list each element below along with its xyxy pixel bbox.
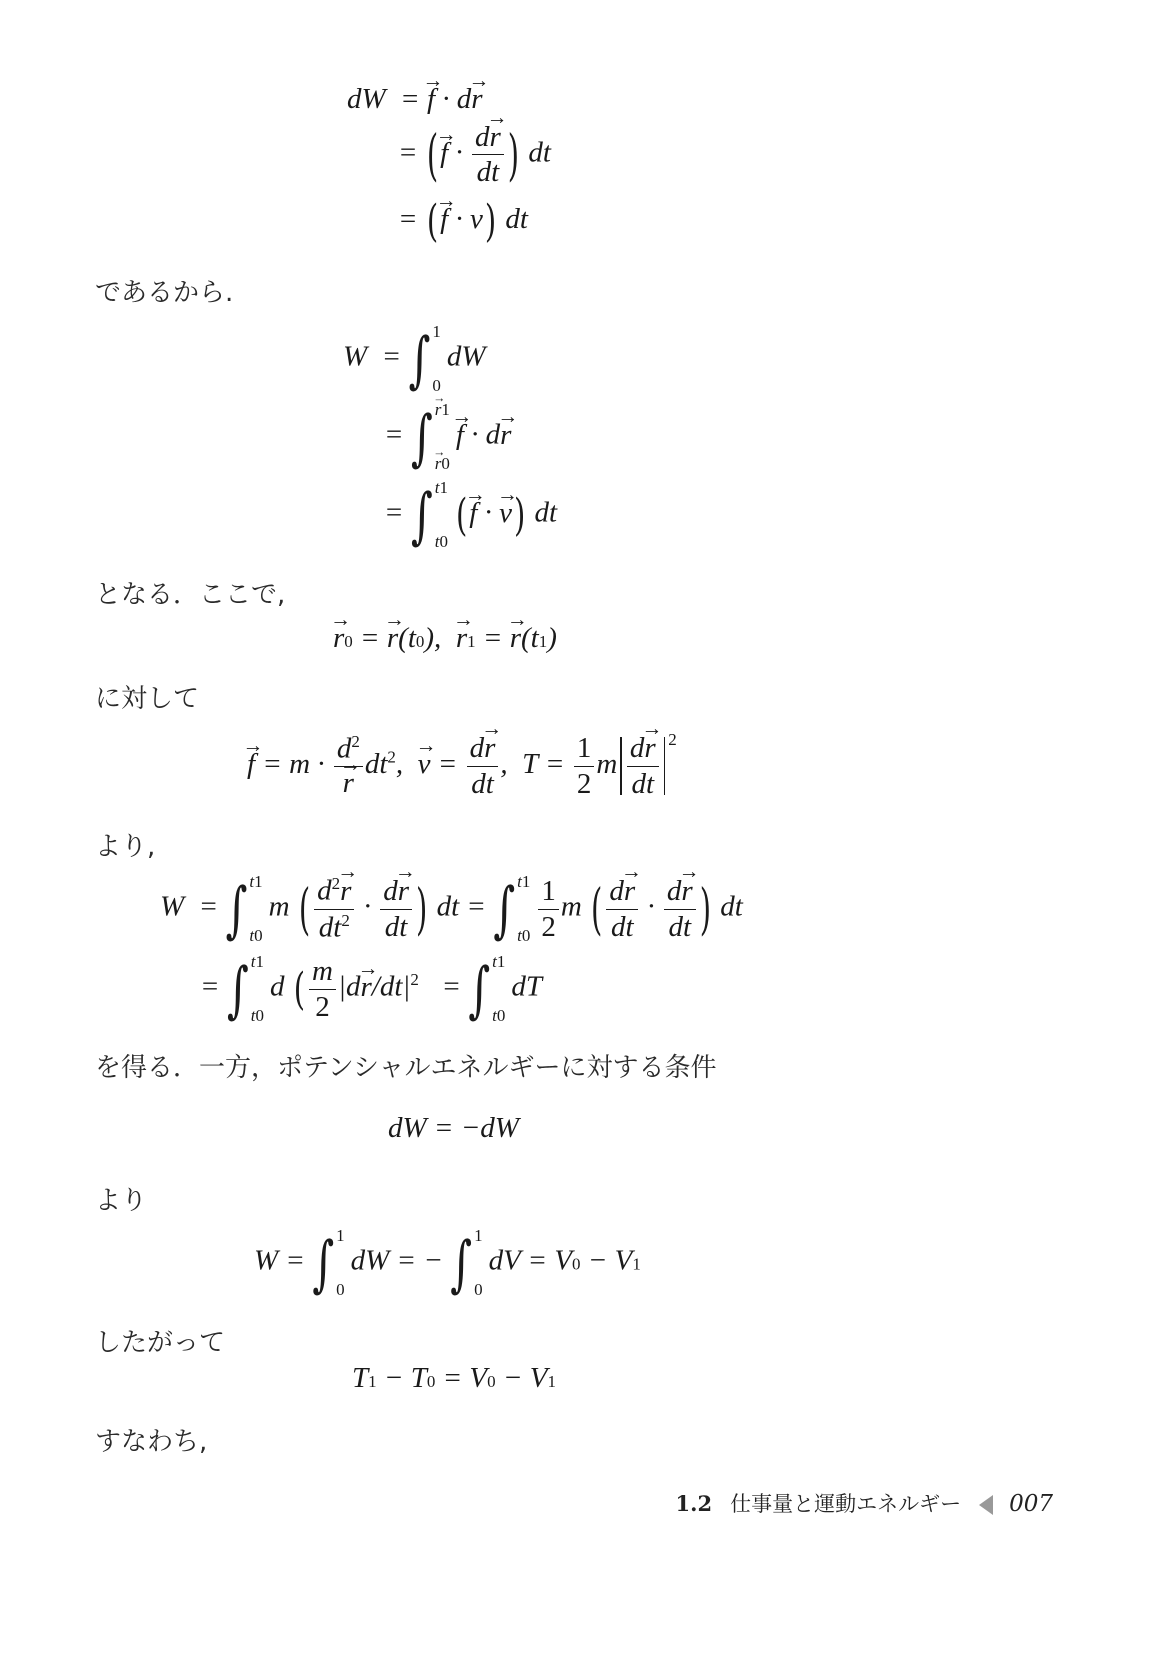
- triangle-left-icon: [979, 1495, 993, 1515]
- equation-w-line1: W = ∫ 1 0 dW: [343, 322, 486, 395]
- paragraph-text: より,: [95, 832, 156, 862]
- equation-w-line3: = ∫ t1 t0 (→ f · → v) dt: [384, 478, 557, 552]
- equation-dw-line1: dW = → f · d→ r: [347, 83, 483, 116]
- equation-potential-condition: dW = −dW: [388, 1112, 519, 1144]
- equation-work-potential: W = ∫ 1 0 dW = − ∫ 1 0 dV = V0 − V1: [254, 1226, 641, 1299]
- paragraph-text: より: [95, 1186, 148, 1216]
- paragraph-text: であるから.: [95, 278, 234, 308]
- equation-work-energy-line2: = ∫ t1 t0 d ( $\frac{m}{2}$ $|d\to r/dt|^2$ = ∫ t1 t0 dT: [200, 952, 542, 1026]
- page-footer: [676, 1488, 1053, 1518]
- equation-w-line2: = ∫ → r1 → r0 → f · d→ r: [384, 400, 511, 474]
- section-title: 仕事量と運動エネルギー: [730, 1492, 962, 1516]
- paragraph-text: となる．ここで,: [95, 580, 286, 610]
- paragraph-text: したがって: [95, 1328, 226, 1358]
- equation-dw-line3: = (→ f · v) dt: [398, 203, 528, 238]
- equation-dw-line2: = (→ f · $\frac{d\to r}{dt}$ ) dt: [398, 122, 551, 188]
- equation-force-velocity-kinetic: → f = m · $d^2$ → r $dt^2$, → v = $\frac{d\to r}{dt}$ , T = $\frac{1}{2}$ m $\frac{d\to r}{dt}$ $^2$: [247, 730, 677, 800]
- equation-r-definitions: → r0 = → r(t0), → r1 = → r(t1): [333, 622, 557, 655]
- paragraph-text: に対して: [95, 684, 200, 714]
- paragraph-text: すなわち,: [95, 1427, 208, 1457]
- section-number: 1.2: [675, 1491, 713, 1516]
- equation-work-energy-line1: W = ∫ t1 t0 m ( $\frac{d^2\to r}{dt^2}$ · $\frac{d\to r}{dt}$ ) dt = ∫ t1 t0 $\frac{1}{2}$ m ( $\frac{d\to r}{dt}$ · $\frac{d\to r}{dt}$ ) dt: [160, 872, 743, 946]
- paragraph-text: を得る．一方，ポテンシャルエネルギーに対する条件: [95, 1053, 717, 1083]
- equation-energy-conservation: T1 − T0 = V0 − V1: [352, 1362, 556, 1394]
- page-number: 007: [1009, 1491, 1053, 1517]
